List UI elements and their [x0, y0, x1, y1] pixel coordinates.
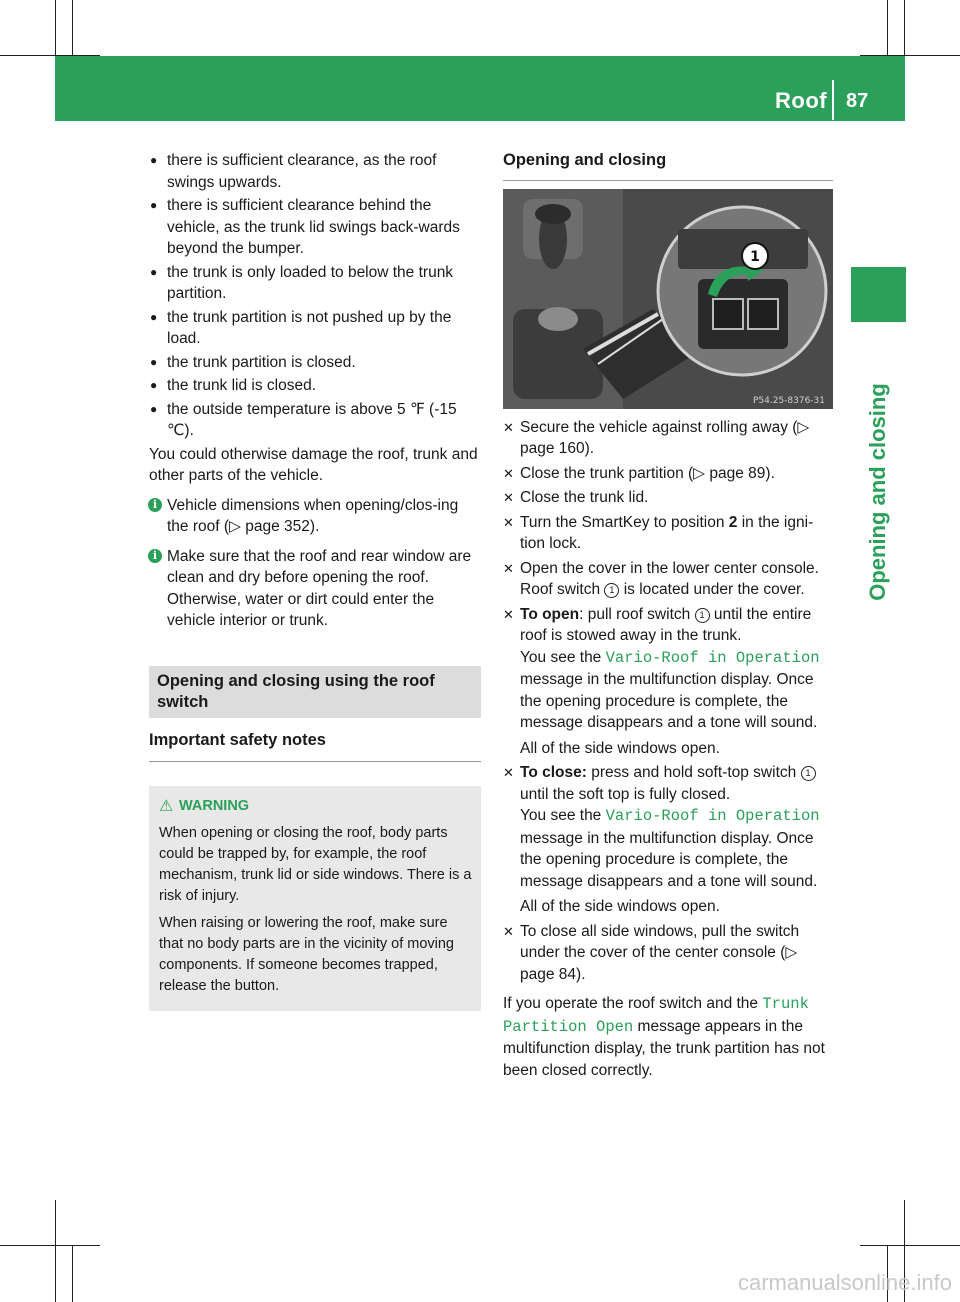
crop-mark — [72, 0, 73, 55]
list-item: ● there is sufficient clearance, as the roof swings upwards. — [150, 152, 437, 191]
display-message: Trunk Partition Open — [503, 995, 809, 1036]
info-icon: i — [148, 549, 162, 563]
right-column — [503, 150, 833, 1081]
warning-box — [149, 786, 481, 1011]
page-title: Roof — [775, 88, 828, 113]
step-arrow-icon: ✕ — [503, 490, 514, 505]
step-arrow-icon: ✕ — [503, 465, 514, 481]
step-arrow-icon: ✕ — [503, 514, 514, 530]
crop-mark — [0, 1245, 100, 1246]
instruction-step: ✕ To open: pull roof switch 1 until the entire roof is stowed away in the trunk. You see the Vario-Roof in Operation message in the multifunction display. Once the opening procedure is complete, the message disappears and a tone will sound. All of the side windows open. — [503, 605, 820, 757]
page-number: 87 — [846, 90, 869, 112]
bullet-icon: ● — [150, 264, 158, 279]
instruction-step: ✕ Close the trunk lid. — [503, 487, 833, 509]
instruction-step: ✕ Secure the vehicle against rolling away (▷ page 160). — [503, 418, 810, 457]
display-message: Vario-Roof in Operation — [605, 648, 820, 667]
bullet-icon: ● — [150, 309, 158, 324]
chapter-tab — [851, 267, 906, 322]
callout-label: 1 — [750, 248, 760, 265]
left-column — [149, 150, 481, 1011]
warning-title: ⚠ WARNING — [159, 798, 250, 815]
bullet-icon: ● — [150, 153, 158, 167]
photo-code: P54.25-8376-31 — [752, 395, 825, 406]
instruction-step: ✕ To close all side windows, pull the switch under the cover of the center console (▷ page 84). — [503, 922, 800, 983]
step-arrow-icon: ✕ — [503, 560, 514, 576]
list-item: ● the outside temperature is above 5 ℉ (‑15 ℃). — [150, 400, 457, 439]
warning-text: When opening or closing the roof, body parts could be trapped by, for example, the roof mechanism, trunk lid or side windows. There is a risk of injury. — [159, 825, 472, 904]
info-icon: i — [148, 498, 162, 512]
console-photo — [503, 189, 833, 409]
bullet-icon: ● — [150, 378, 158, 392]
instruction-step: ✕ Turn the SmartKey to position 2 in the igni-tion lock. — [503, 513, 814, 552]
step-arrow-icon: ✕ — [503, 606, 514, 622]
instruction-step: ✕ Open the cover in the lower center console. Roof switch 1 is located under the cover. — [503, 559, 819, 598]
closing-note: If you operate the roof switch and the Trunk Partition Open message appears in the multifunction display, the trunk partition has not been closed correctly. — [503, 995, 825, 1079]
callout-1-icon: 1 — [604, 583, 619, 598]
section-heading: Opening and closing — [503, 150, 833, 181]
watermark: carmanualsonline.info — [737, 1270, 952, 1295]
subheading: Important safety notes — [149, 730, 481, 763]
bullet-icon: ● — [150, 354, 158, 369]
step-arrow-icon: ✕ — [503, 765, 514, 780]
list-item: ● the trunk partition is not pushed up by the load. — [150, 308, 452, 347]
crop-mark — [72, 1245, 73, 1302]
step-arrow-icon: ✕ — [503, 923, 514, 939]
otherwise-note: You could otherwise damage the roof, trunk and other parts of the vehicle. — [149, 445, 478, 484]
section-heading: Opening and closing using the roof switch — [149, 666, 481, 718]
list-item: ● the trunk is only loaded to below the trunk partition. — [150, 263, 454, 302]
crop-mark — [887, 0, 888, 55]
instruction-step: ✕ To close: press and hold soft-top switch 1 until the soft top is fully closed. You see the Vario-Roof in Operation message in the multifunction display. Once the opening procedure is complete, the message disappears and a tone will sound. All of the side windows open. — [503, 764, 820, 915]
info-note: i Vehicle dimensions when opening/clos-ing the roof (▷ page 352). — [149, 495, 481, 538]
crop-mark — [860, 1245, 960, 1246]
crop-mark — [55, 1200, 56, 1302]
list-item: ● there is sufficient clearance behind the vehicle, as the trunk lid swings back-wards beyond the bumper. — [150, 197, 460, 257]
header-divider — [832, 80, 834, 120]
step-arrow-icon: ✕ — [503, 419, 514, 435]
bullet-icon: ● — [150, 198, 158, 212]
bullet-icon: ● — [150, 401, 158, 416]
warning-icon: ⚠ — [159, 798, 174, 815]
callout-1-icon: 1 — [695, 608, 710, 623]
list-item: ● the trunk lid is closed. — [149, 375, 481, 397]
chapter-label: Opening and closing — [865, 383, 890, 601]
instruction-step: ✕ Close the trunk partition (▷ page 89). — [503, 463, 833, 485]
console-illustration — [503, 189, 833, 409]
display-message: Vario-Roof in Operation — [605, 807, 820, 825]
list-item: ● the trunk partition is closed. — [149, 352, 481, 374]
warning-text: When raising or lowering the roof, make sure that no body parts are in the vicinity of moving components. If someone becomes trapped, release the button. — [159, 915, 454, 994]
callout-1-icon: 1 — [801, 766, 816, 781]
info-note: i Make sure that the roof and rear window are clean and dry before opening the roof. Otherwise, water or dirt could enter the vehicle interior or trunk. — [149, 546, 481, 632]
